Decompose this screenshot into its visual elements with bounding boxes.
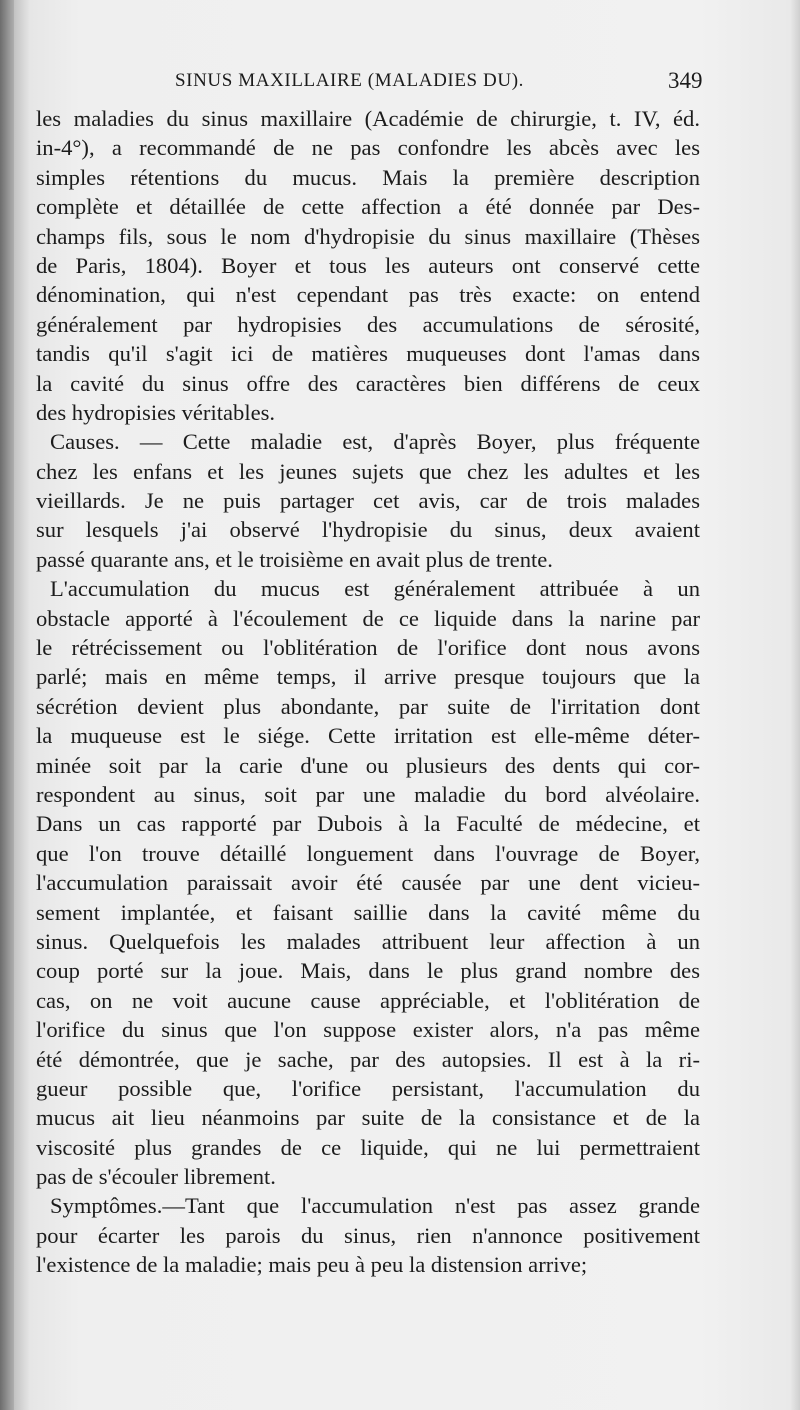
text-line: le rétrécissement ou l'oblitération de l'orifice dont nous avons	[36, 635, 700, 661]
text-line: la cavité du sinus offre des caractères bien différens de ceux	[36, 370, 700, 396]
text-line: sinus. Quelquefois les malades attribuent leur affection à un	[36, 928, 700, 954]
paragraph	[36, 427, 700, 574]
text-line: L'accumulation du mucus est généralement attribuée à un	[50, 576, 700, 602]
text-line: dénomination, qui n'est cependant pas très exacte: on entend	[36, 282, 700, 308]
text-line: passé quarante ans, et le troisième en avait plus de trente.	[36, 546, 553, 572]
text-line: champs fils, sous le nom d'hydropisie du sinus maxillaire (Thèses	[36, 223, 700, 249]
text-line: sement implantée, et faisant saillie dans la cavité même du	[36, 899, 700, 925]
page-number: 349	[668, 68, 703, 93]
text-line: Dans un cas rapporté par Dubois à la Faculté de médecine, et	[36, 811, 700, 837]
text-line: pour écarter les parois du sinus, rien n'annonce positivement	[36, 1222, 700, 1248]
text-line: les maladies du sinus maxillaire (Académie de chirurgie, t. IV, éd.	[36, 106, 700, 131]
text-line: des hydropisies véritables.	[36, 399, 276, 425]
binding-gutter	[0, 0, 14, 1410]
text-line: mucus ait lieu néanmoins par suite de la consistance et de la	[36, 1105, 700, 1131]
text-line: l'existence de la maladie; mais peu à peu la distension arrive;	[36, 1252, 588, 1278]
text-line: gueur possible que, l'orifice persistant, l'accumulation du	[36, 1075, 700, 1101]
text-line: parlé; mais en même temps, il arrive presque toujours que la	[36, 664, 700, 690]
paragraph	[36, 104, 700, 427]
text-line: généralement par hydropisies des accumulations de sérosité,	[36, 311, 700, 337]
paragraph	[36, 1191, 700, 1279]
text-line: de Paris, 1804). Boyer et tous les auteurs ont conservé cette	[36, 252, 700, 278]
text-line: minée soit par la carie d'une ou plusieurs des dents qui cor-	[36, 752, 700, 778]
paragraph	[36, 574, 700, 1191]
text-line: simples rétentions du mucus. Mais la première description	[36, 164, 700, 190]
text-line: complète et détaillée de cette affection a été donnée par Des-	[36, 194, 700, 220]
text-line: Causes. — Cette maladie est, d'après Boyer, plus fréquente	[50, 429, 700, 455]
text-line: in-4°), a recommandé de ne pas confondre les abcès avec les	[36, 135, 700, 161]
text-line: que l'on trouve détaillé longuement dans l'ouvrage de Boyer,	[36, 840, 700, 866]
text-line: tandis qu'il s'agit ici de matières muqueuses dont l'amas dans	[36, 341, 700, 367]
text-line: obstacle apporté à l'écoulement de ce liquide dans la narine par	[36, 605, 700, 631]
text-line: chez les enfans et les jeunes sujets que chez les adultes et les	[36, 458, 700, 484]
text-line: sécrétion devient plus abondante, par suite de l'irritation dont	[36, 693, 700, 719]
text-line: pas de s'écouler librement.	[36, 1164, 276, 1190]
text-line: sur lesquels j'ai observé l'hydropisie du sinus, deux avaient	[36, 517, 700, 543]
text-line: viscosité plus grandes de ce liquide, qui ne lui permettraient	[36, 1134, 700, 1160]
text-line: la muqueuse est le siége. Cette irritation est elle-même déter-	[36, 723, 700, 749]
text-line: Symptômes.—Tant que l'accumulation n'est pas assez grande	[50, 1193, 700, 1219]
text-line: été démontrée, que je sache, par des autopsies. Il est à la ri-	[36, 1046, 700, 1072]
text-line: respondent au sinus, soit par une maladie du bord alvéolaire.	[36, 781, 700, 807]
running-title: SINUS MAXILLAIRE (MALADIES DU).	[175, 70, 524, 91]
body-text	[36, 104, 700, 1280]
text-line: l'orifice du sinus que l'on suppose exister alors, n'a pas même	[36, 1017, 700, 1043]
text-line: cas, on ne voit aucune cause appréciable, et l'oblitération de	[36, 987, 700, 1013]
text-line: l'accumulation paraissait avoir été causée par une dent vicieu-	[36, 870, 700, 896]
text-line: vieillards. Je ne puis partager cet avis, car de trois malades	[36, 488, 700, 514]
page-header	[60, 68, 800, 98]
text-line: coup porté sur la joue. Mais, dans le plus grand nombre des	[36, 958, 700, 984]
